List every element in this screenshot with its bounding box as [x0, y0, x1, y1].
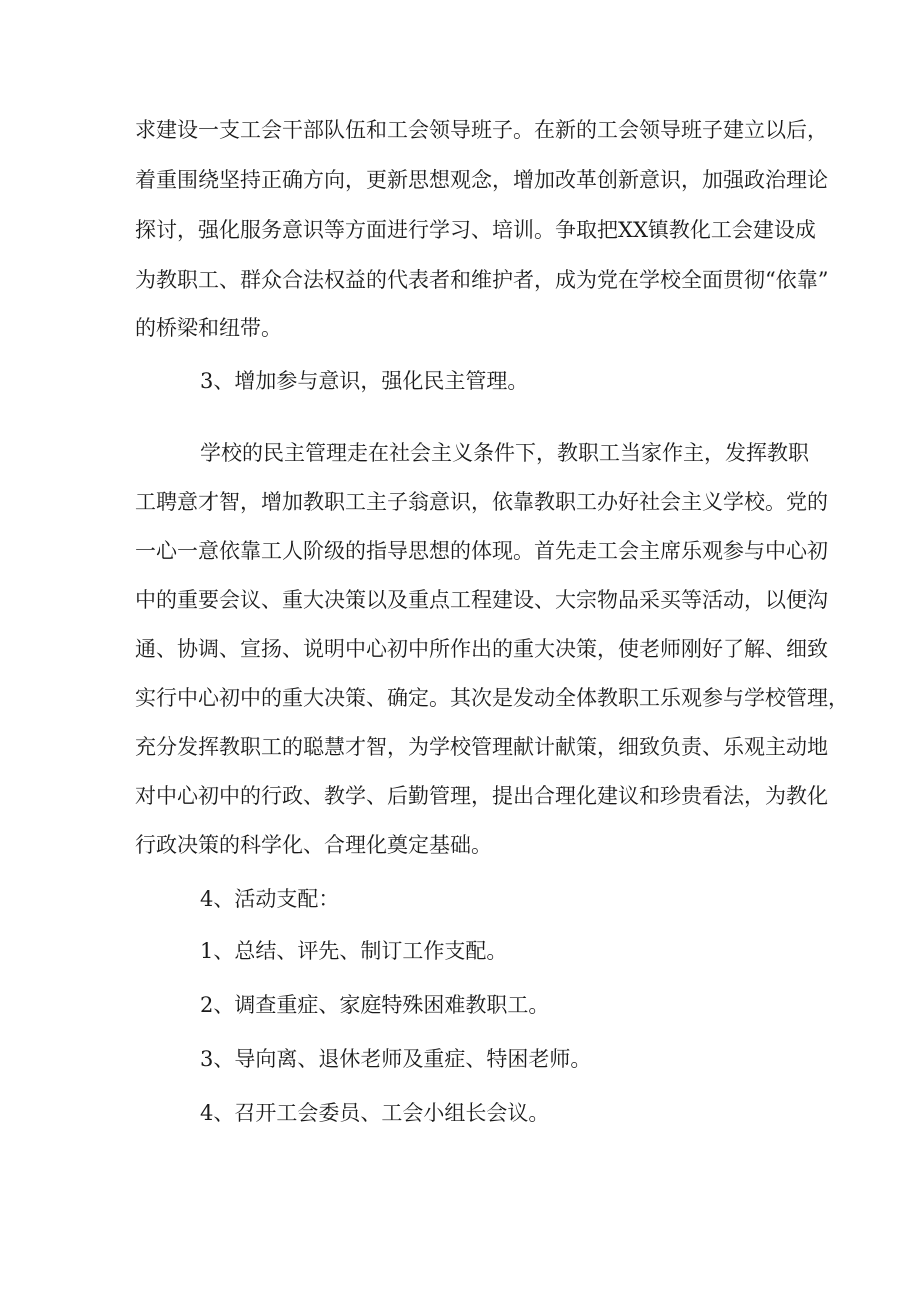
- paragraph-2-line-4: 中的重要会议、重大决策以及重点工程建设、大宗物品采买等活动，以便沟: [135, 588, 828, 612]
- paragraph-1-line-5: 的桥梁和纽带。: [135, 316, 282, 340]
- paragraph-2-line-5: 通、协调、宣扬、说明中心初中所作出的重大决策，使老师刚好了解、细致: [135, 637, 828, 661]
- section-heading-3: 3、增加参与意识，强化民主管理。: [200, 369, 529, 393]
- paragraph-2-line-1: 学校的民主管理走在社会主义条件下，教职工当家作主，发挥教职: [200, 441, 809, 465]
- paragraph-2-line-8: 对中心初中的行政、教学、后勤管理，提出合理化建议和珍贵看法，为教化: [135, 784, 828, 808]
- paragraph-2-line-9: 行政决策的科学化、合理化奠定基础。: [135, 833, 492, 857]
- paragraph-1-line-4: 为教职工、群众合法权益的代表者和维护者，成为党在学校全面贯彻“依靠”: [135, 268, 829, 292]
- activity-item-2: 2、调查重症、家庭特殊困难教职工。: [200, 993, 550, 1017]
- paragraph-2-line-2: 工聘意才智，增加教职工主子翁意识，依靠教职工办好社会主义学校。党的: [135, 490, 828, 514]
- activity-item-1: 1、总结、评先、制订工作支配。: [200, 939, 508, 963]
- paragraph-2-line-3: 一心一意依靠工人阶级的指导思想的体现。首先走工会主席乐观参与中心初: [135, 539, 828, 563]
- activity-item-4: 4、召开工会委员、工会小组长会议。: [200, 1101, 550, 1125]
- paragraph-1-line-2: 着重围绕坚持正确方向，更新思想观念，增加改革创新意识，加强政治理论: [135, 168, 828, 192]
- paragraph-1-line-3: 探讨，强化服务意识等方面进行学习、培训。争取把XX镇教化工会建设成: [135, 218, 816, 242]
- paragraph-2-line-7: 充分发挥教职工的聪慧才智，为学校管理献计献策，细致负责、乐观主动地: [135, 735, 828, 759]
- activity-item-3: 3、导向离、退休老师及重症、特困老师。: [200, 1047, 592, 1071]
- section-heading-4: 4、活动支配：: [200, 887, 340, 911]
- paragraph-1-line-1: 求建设一支工会干部队伍和工会领导班子。在新的工会领导班子建立以后，: [135, 118, 828, 142]
- paragraph-2-line-6: 实行中心初中的重大决策、确定。其次是发动全体教职工乐观参与学校管理，: [135, 686, 849, 710]
